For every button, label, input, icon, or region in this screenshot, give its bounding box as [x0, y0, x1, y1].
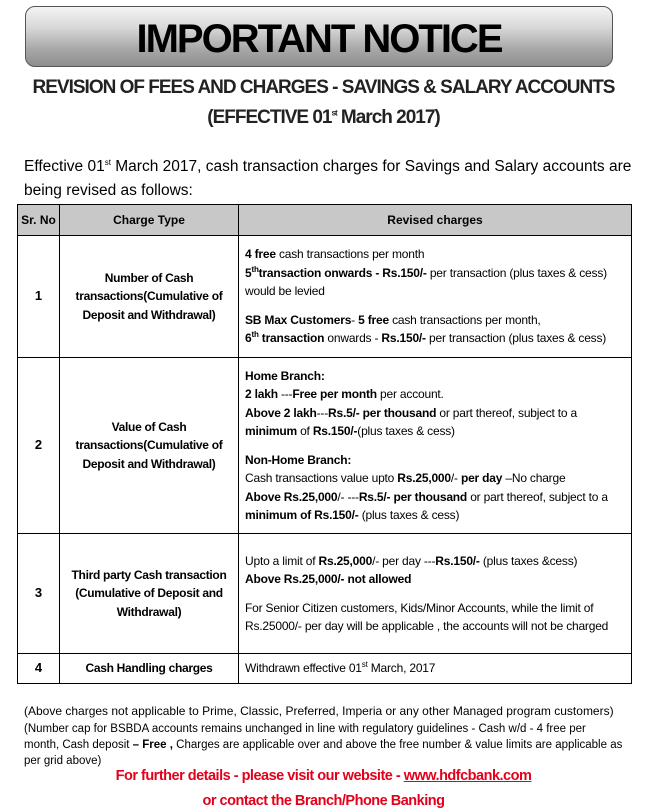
row-revised-charges: Upto a limit of Rs.25,000/- per day ---Rs.150/- (plus taxes &cess) Above Rs.25,000/- not allowed For Senior Citizen customers, Kids/Minor Accounts, while the limit of Rs.25000/- per day will be applicable , the accounts will not be charged [239, 534, 632, 654]
row-sr: 3 [18, 534, 60, 654]
header-sr-no: Sr. No [18, 205, 60, 236]
table-row [18, 654, 632, 684]
row-sr: 2 [18, 358, 60, 534]
contact-website-line: For further details - please visit our website - www.hdfcbank.com [115, 768, 532, 784]
intro-paragraph: Effective 01st March 2017, cash transaction charges for Savings and Salary accounts are being revised as follows: [24, 157, 632, 199]
page-heading: REVISION OF FEES AND CHARGES - SAVINGS & SALARY ACCOUNTS [32, 77, 615, 98]
table-row [18, 534, 632, 654]
contact-branch-line: or contact the Branch/Phone Banking [202, 793, 445, 809]
banner-title: IMPORTANT NOTICE [136, 17, 502, 61]
header-revised-charges: Revised charges [239, 205, 632, 236]
header-charge-type: Charge Type [60, 205, 239, 236]
footnote-bsbda: (Number cap for BSBDA accounts remains unchanged in line with regulatory guidelines - Cash w/d - 4 free per month, Cash deposit – Free , Charges are applicable over and above the free number & value limits are applicable as per grid above) [24, 723, 623, 767]
row-sr: 1 [18, 236, 60, 358]
row-charge-type: Number of Cash transactions(Cumulative of Deposit and Withdrawal) [60, 236, 239, 358]
charges-table [17, 204, 632, 684]
row-revised-charges: Home Branch: 2 lakh ---Free per month per account. Above 2 lakh---Rs.5/- per thousand or part thereof, subject to a minimum of Rs.150/-(plus taxes & cess) Non-Home Branch: Cash transactions value upto Rs.25,000/- per day –No charge Above Rs.25,000/- ---Rs.5/- per thousand or part thereof, subject to a minimum of Rs.150/- (plus taxes & cess) [239, 358, 632, 534]
row-sr: 4 [18, 654, 60, 684]
row-charge-type: Value of Cash transactions(Cumulative of Deposit and Withdrawal) [60, 358, 239, 534]
table-header-row [18, 205, 632, 236]
table-row [18, 358, 632, 534]
footnote-exclusions: (Above charges not applicable to Prime, Classic, Preferred, Imperia or any other Managed program customers) [24, 704, 614, 718]
website-link[interactable]: www.hdfcbank.com [403, 768, 532, 784]
effective-date-heading: (EFFECTIVE 01st March 2017) [207, 107, 440, 128]
row-revised-charges: Withdrawn effective 01st March, 2017 [239, 654, 632, 684]
table-row [18, 236, 632, 358]
notice-banner [25, 6, 613, 67]
row-charge-type: Third party Cash transaction (Cumulative of Deposit and Withdrawal) [60, 534, 239, 654]
row-revised-charges: 4 free cash transactions per month 5thtransaction onwards - Rs.150/- per transaction (plus taxes & cess) would be levied SB Max Customers- 5 free cash transactions per month, 6th transaction onwards - Rs.150/- per transaction (plus taxes & cess) [239, 236, 632, 358]
row-charge-type: Cash Handling charges [60, 654, 239, 684]
